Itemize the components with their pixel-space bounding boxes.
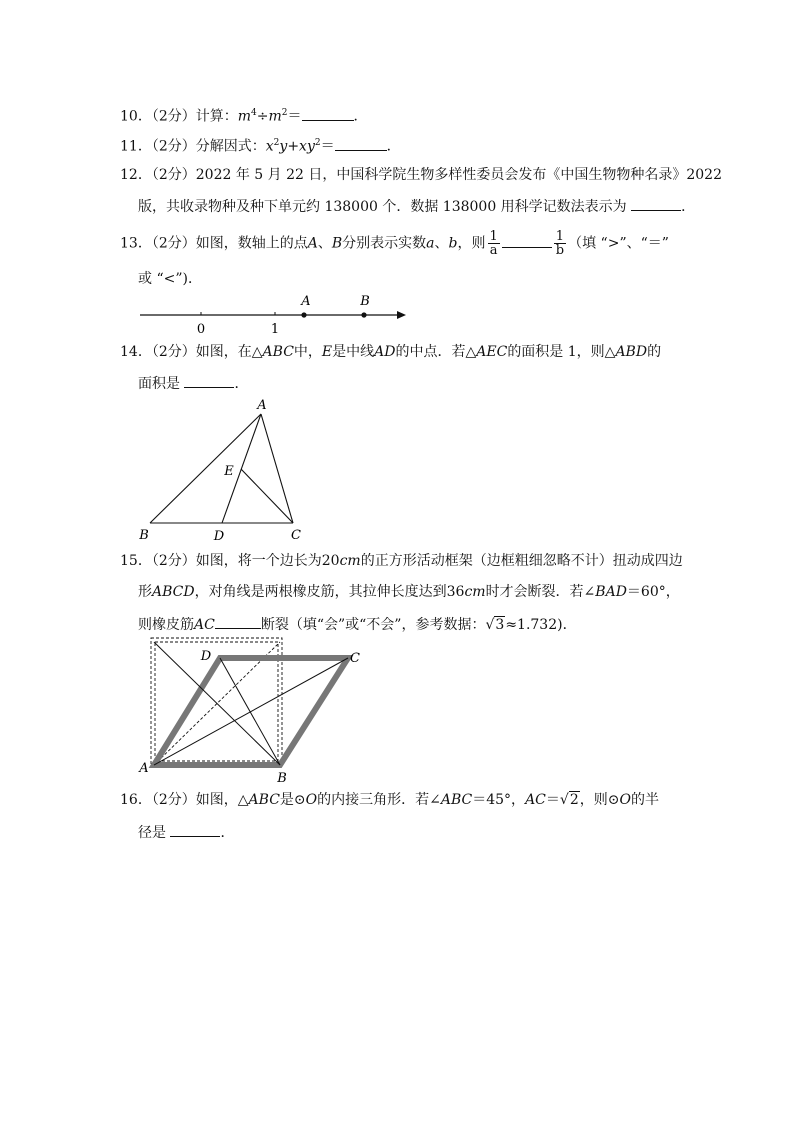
question-text: 分别表示实数 <box>342 235 427 252</box>
math-var: b <box>448 235 458 252</box>
vertex-label-c: C <box>291 528 301 543</box>
punct: ． <box>353 108 368 125</box>
answer-blank[interactable] <box>302 106 354 121</box>
question-number: 16． <box>120 792 152 808</box>
question-text: ＝60°， <box>626 584 680 600</box>
punct: ． <box>386 138 401 155</box>
question-14-line1 <box>120 343 661 361</box>
math-var: AC <box>525 792 546 808</box>
math-var: B <box>331 235 343 252</box>
question-12-line2 <box>138 196 695 216</box>
vertex-label-a: A <box>139 761 149 776</box>
question-text: 的 <box>647 344 662 360</box>
arrow-head-icon <box>397 311 406 319</box>
exponent: 2 <box>281 108 288 118</box>
question-15-line1 <box>120 552 683 570</box>
question-score: （2分） <box>151 553 196 569</box>
tick-label-one: 1 <box>270 322 280 337</box>
question-text: 是⊙ <box>279 792 306 808</box>
question-text: ，则⊙ <box>579 792 620 808</box>
question-text: 计算： <box>195 108 238 125</box>
number-line-figure <box>138 290 410 338</box>
answer-blank[interactable] <box>631 196 681 211</box>
math-var: ABC <box>248 792 280 808</box>
math-var: a <box>426 235 435 252</box>
question-text: ，对角线是两根橡皮筋，其拉伸长度达到 <box>194 584 447 600</box>
math-var: AC <box>194 617 215 633</box>
math-op: ＝ <box>287 108 302 125</box>
diagonal-ac <box>154 658 348 765</box>
vertex-label-b: B <box>139 528 149 543</box>
math-var: ABCD <box>152 584 195 600</box>
fraction-numerator: 1 <box>489 229 498 244</box>
question-text: 或 “<”)． <box>138 271 202 287</box>
punct: ． <box>234 376 249 392</box>
punct: ． <box>681 199 696 215</box>
question-score: （2分） <box>151 167 196 183</box>
question-text: 的内接三角形．若∠ <box>317 792 441 808</box>
question-text: ≈1.732)． <box>505 617 577 633</box>
fraction-denominator: a <box>489 243 498 258</box>
fraction-denominator: b <box>555 243 565 258</box>
question-13-line1 <box>120 230 669 257</box>
question-text: 如图，数轴上的点 <box>195 235 308 252</box>
punct: 、 <box>317 235 332 252</box>
sqrt-expression <box>560 791 580 809</box>
math-var: O <box>305 792 318 808</box>
math-op: ÷ <box>256 108 269 125</box>
math-var: y <box>279 138 288 155</box>
diagonal-bd <box>220 658 280 765</box>
punct: ． <box>220 825 235 841</box>
math-var: AD <box>374 344 396 360</box>
question-text: 的半 <box>630 792 659 808</box>
vertex-label-c: C <box>350 651 360 666</box>
math-op: + <box>287 138 300 155</box>
question-number: 10． <box>120 108 152 125</box>
vertex-label-d: D <box>213 529 225 544</box>
exponent: 4 <box>251 108 257 118</box>
unit: cm <box>339 553 361 569</box>
question-16-line1 <box>120 791 659 809</box>
question-score: （2分） <box>151 344 196 360</box>
answer-blank[interactable] <box>502 233 552 248</box>
math-var: m <box>237 108 252 125</box>
math-var: A <box>307 235 318 252</box>
question-score: （2分） <box>151 792 196 808</box>
sqrt-expression <box>485 616 505 634</box>
answer-blank[interactable] <box>215 614 261 629</box>
point-label-a: A <box>301 294 311 309</box>
point-label-e: E <box>224 464 234 479</box>
point-b <box>361 312 366 317</box>
question-text: 的正方形活动框架（边框粗细忽略不计）扭动成四边 <box>360 553 683 569</box>
fraction-numerator: 1 <box>555 229 565 244</box>
question-number: 14． <box>120 344 152 360</box>
answer-blank[interactable] <box>170 822 220 837</box>
question-text: 则橡皮筋 <box>138 617 194 633</box>
question-text: 如图，将一个边长为 <box>195 553 322 569</box>
answer-blank[interactable] <box>184 373 234 388</box>
math-var: AEC <box>476 344 508 360</box>
vertex-label-b: B <box>277 771 287 786</box>
math-var: O <box>619 792 631 808</box>
sqrt-radicand: 3 <box>495 617 505 633</box>
number: 36 <box>446 584 465 600</box>
question-text: ，则 <box>457 235 486 252</box>
question-text: 如图，在△ <box>195 344 263 360</box>
number: 20 <box>321 553 340 569</box>
triangle-figure <box>130 395 310 545</box>
question-score: （2分） <box>151 235 196 252</box>
question-15-line2 <box>138 583 680 601</box>
question-text: （填 “>”、“＝” <box>568 235 669 252</box>
question-13-line2 <box>138 270 202 288</box>
question-score: （2分） <box>151 138 196 155</box>
frame-figure <box>130 632 370 787</box>
question-text: 的中点．若△ <box>395 344 477 360</box>
question-10 <box>120 104 368 126</box>
question-text: 2022 年 5 月 22 日，中国科学院生物多样性委员会发布《中国生物物种名录》2022 <box>195 167 722 183</box>
exponent: 2 <box>314 138 321 148</box>
question-15-line3 <box>138 614 577 634</box>
math-var: ABC <box>440 792 473 808</box>
question-text: 断裂（填“会”或“不会”，参考数据： <box>260 617 486 633</box>
question-16-line2 <box>138 822 234 842</box>
question-text: 如图，△ <box>195 792 249 808</box>
question-score: （2分） <box>151 108 196 125</box>
question-text: 面积是 <box>138 376 180 392</box>
question-number: 11． <box>120 138 152 155</box>
answer-blank[interactable] <box>335 136 387 151</box>
tick-label-zero: 0 <box>196 322 206 337</box>
punct: 、 <box>434 235 449 252</box>
unit: cm <box>464 584 486 600</box>
point-label-b: B <box>360 294 370 309</box>
question-text: ＝ <box>545 792 560 808</box>
math-var: E <box>321 344 333 360</box>
question-text: 中， <box>293 344 322 360</box>
question-12-line1 <box>120 166 722 184</box>
question-number: 15． <box>120 553 152 569</box>
question-number: 12． <box>120 167 152 183</box>
question-number: 13． <box>120 235 152 252</box>
question-14-line2 <box>138 373 248 393</box>
side-ab <box>150 414 261 523</box>
question-text: ＝45°， <box>472 792 526 808</box>
vertex-label-a: A <box>257 398 267 413</box>
sqrt-radicand: 2 <box>569 792 579 808</box>
fraction-1-over-a <box>488 230 500 257</box>
question-text: 版，共收录物种及种下单元约 138000 个．数据 138000 用科学记数法表示为 <box>138 199 627 215</box>
point-a <box>301 312 306 317</box>
question-text: 是中线 <box>332 344 375 360</box>
sqrt-sign-icon: √ <box>485 617 495 633</box>
math-var: BAD <box>595 584 627 600</box>
exponent: 2 <box>273 138 280 148</box>
math-var: ABC <box>262 344 294 360</box>
math-var: x <box>265 138 274 155</box>
question-text: 的面积是 1，则△ <box>507 344 616 360</box>
math-op: ＝ <box>320 138 335 155</box>
sqrt-sign-icon: √ <box>559 792 569 808</box>
fraction-1-over-b <box>554 230 566 257</box>
math-var: m <box>268 108 282 125</box>
question-text: 分解因式： <box>195 138 266 155</box>
question-11 <box>120 134 401 156</box>
question-text: 形 <box>138 584 152 600</box>
math-var: ABD <box>615 344 648 360</box>
vertex-label-d: D <box>200 649 212 664</box>
question-text: 时才会断裂．若∠ <box>485 584 596 600</box>
question-text: 径是 <box>138 825 166 841</box>
math-var: xy <box>299 138 315 155</box>
